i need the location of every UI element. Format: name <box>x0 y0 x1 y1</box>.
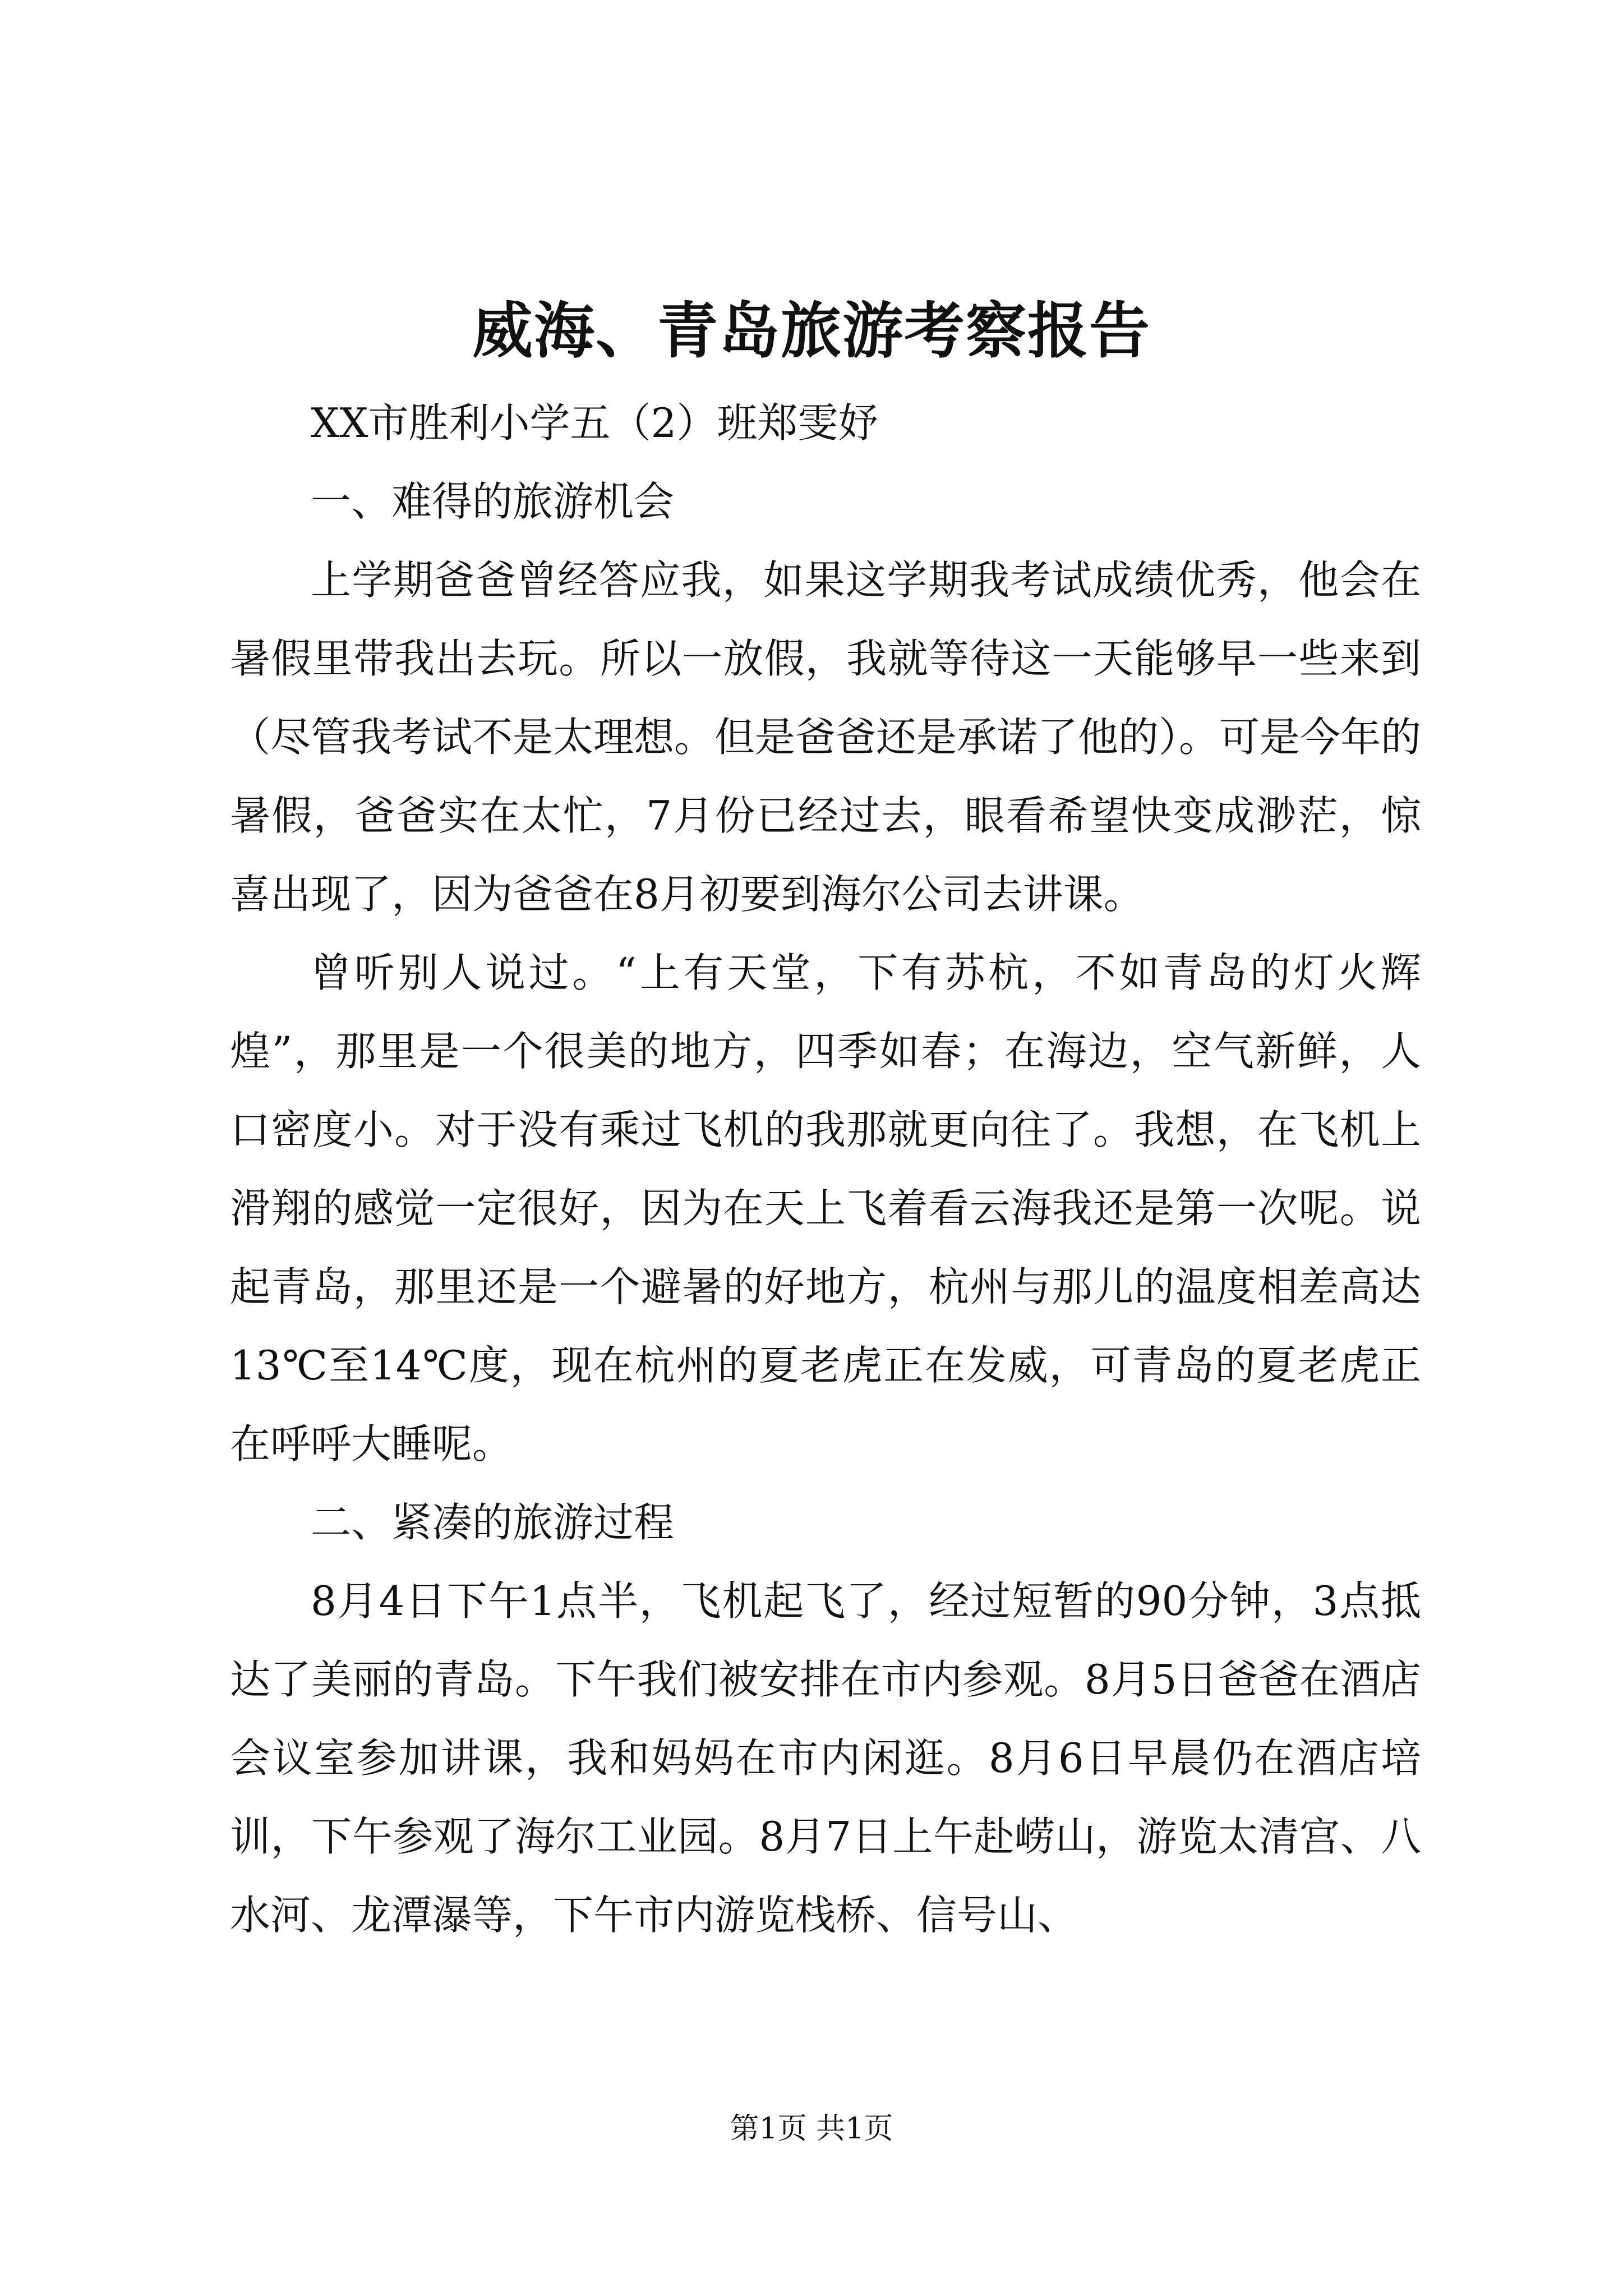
page-footer: 第1页 共1页 <box>730 2112 893 2146</box>
document-title: 威海、青岛旅游考察报告 <box>472 296 1151 366</box>
paragraph-3: 8月4日下午1点半，飞机起飞了，经过短暂的90分钟，3点抵达了美丽的青岛。下午我们被安排在市内参观。8月5日爸爸在酒店会议室参加讲课，我和妈妈在市内闲逛。8月6日早晨仍在酒店培训，下午参观了海尔工业园。8月7日上午赴崂山，游览太清宫、八水河、龙潭瀑等，下午市内游览栈桥、信号山、 <box>230 1577 1421 1939</box>
author-line: XX市胜利小学五（2）班郑雯妤 <box>311 399 879 447</box>
document-body <box>230 384 1421 1954</box>
section-heading-1: 一、难得的旅游机会 <box>311 478 675 525</box>
paragraph-1: 上学期爸爸曾经答应我，如果这学期我考试成绩优秀，他会在暑假里带我出去玩。所以一放假，我就等待这一天能够早一些来到（尽管我考试不是太理想。但是爸爸还是承诺了他的）。可是今年的暑假，爸爸实在太忙，7月份已经过去，眼看希望快变成渺茫，惊喜出现了，因为爸爸在8月初要到海尔公司去讲课。 <box>230 556 1422 918</box>
paragraph-2: 曾听别人说过。“上有天堂，下有苏杭，不如青岛的灯火辉煌”，那里是一个很美的地方，四季如春；在海边，空气新鲜，人口密度小。对于没有乘过飞机的我那就更向往了。我想，在飞机上滑翔的感觉一定很好，因为在天上飞着看云海我还是第一次呢。说起青岛，那里还是一个避暑的好地方，杭州与那儿的温度相差高达13℃至14℃度，现在杭州的夏老虎正在发威，可青岛的夏老虎正在呼呼大睡呢。 <box>230 949 1421 1467</box>
section-heading-2: 二、紧凑的旅游过程 <box>311 1499 675 1546</box>
